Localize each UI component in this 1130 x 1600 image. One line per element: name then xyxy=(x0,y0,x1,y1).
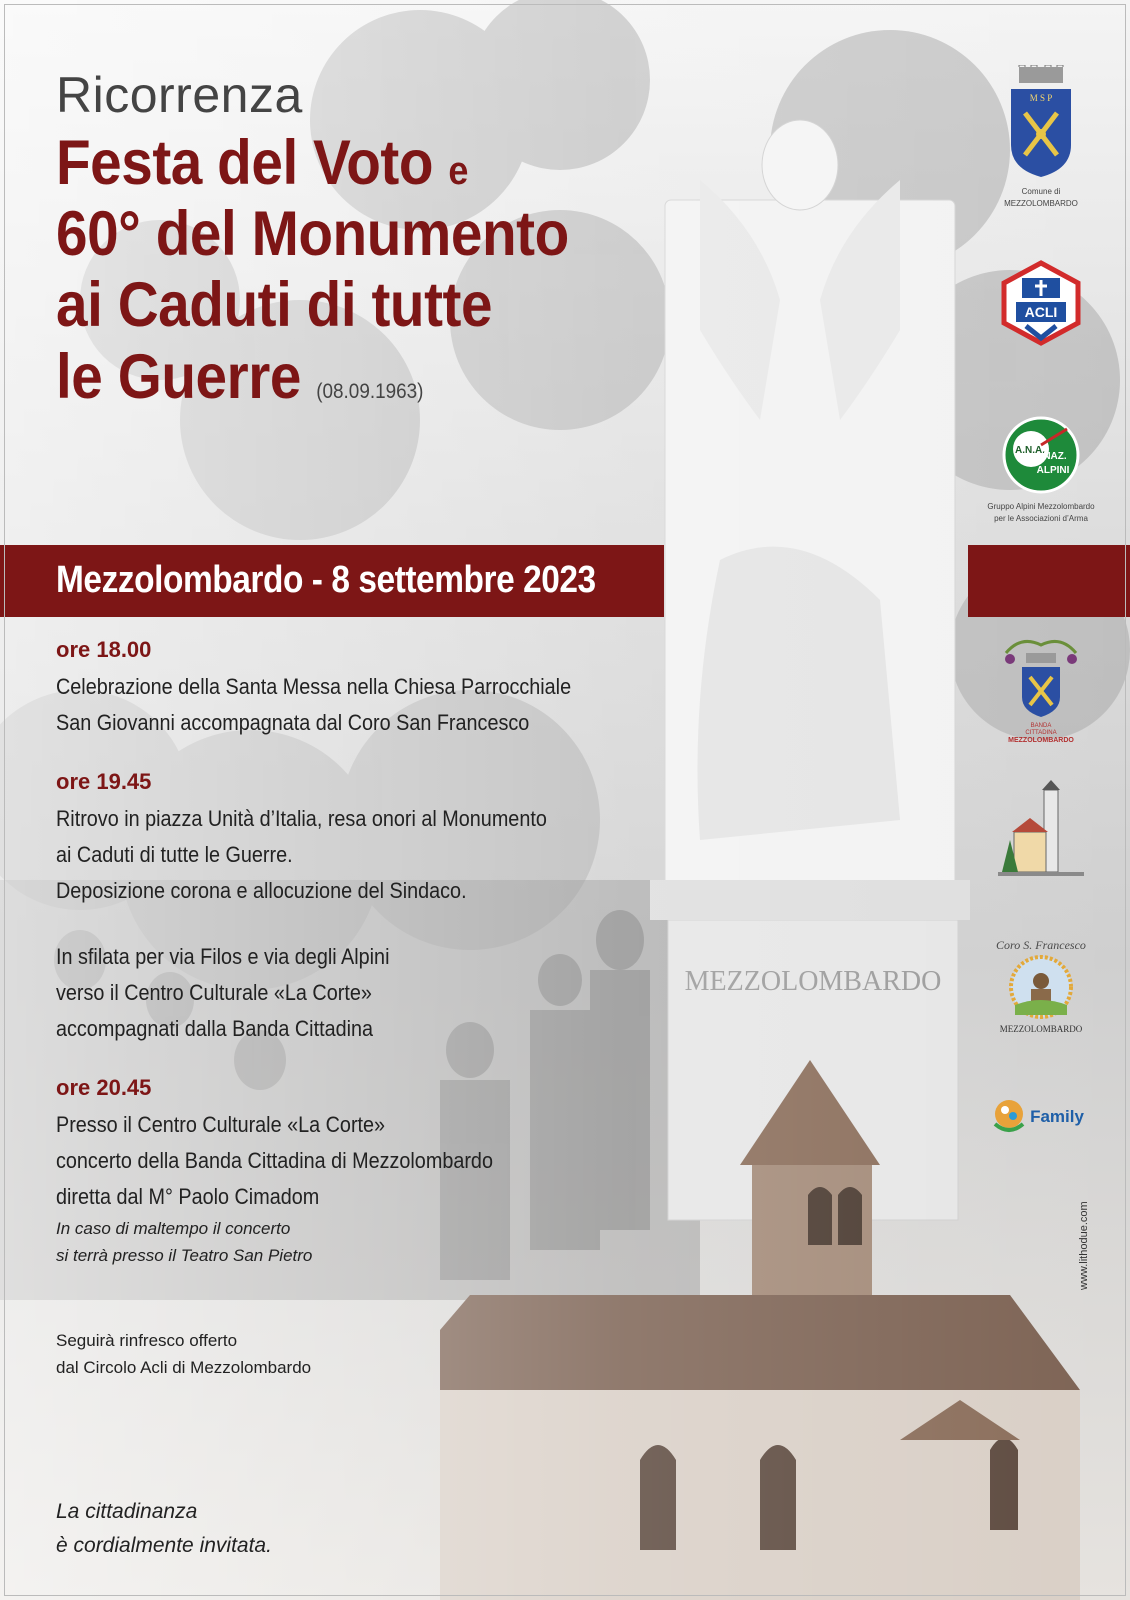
weather-note-line-1: In caso di maltempo il concerto xyxy=(56,1219,291,1238)
title-block xyxy=(56,67,736,413)
coro-text-1: Coro S. Francesco xyxy=(996,938,1086,952)
event-2-line-3: Deposizione corona e allocuzione del Sindaco. xyxy=(56,878,467,903)
banda-crest-icon xyxy=(996,635,1086,745)
invitation xyxy=(56,1495,272,1563)
headline-line-1: Festa del Voto xyxy=(56,128,434,198)
ana-caption-2: per le Associazioni d’Arma xyxy=(994,514,1088,523)
event-2-line-1: Ritrovo in piazza Unità d’Italia, resa onori al Monumento xyxy=(56,806,547,831)
comune-caption-1: Comune di xyxy=(1021,187,1061,196)
date-note: (08.09.1963) xyxy=(316,379,424,403)
kicker-text: Ricorrenza xyxy=(56,67,303,123)
refreshment-line-1: Seguirà rinfresco offerto xyxy=(56,1331,238,1350)
event-1-line-1: Celebrazione della Santa Messa nella Chiesa Parrocchiale xyxy=(56,674,572,699)
comune-letters: M S P xyxy=(1029,93,1053,103)
weather-note-line-2: si terrà presso il Teatro San Pietro xyxy=(56,1246,313,1265)
parade-line-3: accompagnati dalla Banda Cittadina xyxy=(56,1016,374,1041)
printer-credit: www.lithodue.com xyxy=(1078,1201,1090,1290)
invitation-line-2: è cordialmente invitata. xyxy=(56,1534,272,1557)
acli-hexagon-icon xyxy=(998,260,1084,346)
event-2-line-2: ai Caduti di tutte le Guerre. xyxy=(56,842,293,867)
coro-emblem-icon xyxy=(991,935,1091,1035)
acli-logo xyxy=(976,260,1106,351)
time-2: ore 19.45 xyxy=(56,769,152,794)
acli-text: ACLI xyxy=(1024,304,1058,320)
parade-line-1: In sfilata per via Filos e via degli Alpini xyxy=(56,944,390,969)
coro-logo xyxy=(976,935,1106,1040)
banda-text-3: MEZZOLOMBARDO xyxy=(1008,737,1074,744)
church-logo xyxy=(976,780,1106,885)
event-3-line-3: diretta dal M° Paolo Cimadom xyxy=(56,1184,320,1209)
program xyxy=(56,637,656,1381)
headline xyxy=(56,128,668,413)
parade-line-2: verso il Centro Culturale «La Corte» xyxy=(56,980,372,1005)
refreshment-line-2: dal Circolo Acli di Mezzolombardo xyxy=(56,1358,312,1377)
comune-crest-icon xyxy=(1001,65,1081,180)
ana-text-1: A.N.A. xyxy=(1015,445,1045,456)
ana-caption-1: Gruppo Alpini Mezzolombardo xyxy=(987,502,1095,511)
alpini-badge-icon xyxy=(1001,415,1081,495)
headline-line-2: 60° del Monumento xyxy=(56,199,569,270)
coro-text-2: MEZZOLOMBARDO xyxy=(999,1024,1083,1034)
banda-logo xyxy=(976,635,1106,750)
time-1: ore 18.00 xyxy=(56,637,152,662)
ana-text-3: ALPINI xyxy=(1036,465,1070,476)
banner-bar-right xyxy=(968,545,1130,617)
banda-text-2: CITTADINA xyxy=(1025,730,1057,736)
family-logo-icon xyxy=(991,1090,1091,1150)
banner-text: Mezzolombardo - 8 settembre 2023 xyxy=(56,559,596,601)
family-text: Family xyxy=(1030,1107,1084,1126)
family-logo xyxy=(976,1090,1106,1155)
headline-line-4: le Guerre xyxy=(56,341,301,412)
headline-line-1-suffix: e xyxy=(448,149,468,193)
headline-line-3: ai Caduti di tutte xyxy=(56,270,493,341)
date-banner xyxy=(0,545,1130,617)
comune-logo xyxy=(976,65,1106,209)
banda-text-1: BANDA xyxy=(1030,723,1052,729)
ana-logo xyxy=(976,415,1106,524)
ana-text-2: NAZ. xyxy=(1043,451,1067,462)
event-1-line-2: San Giovanni accompagnata dal Coro San Francesco xyxy=(56,710,530,735)
invitation-line-1: La cittadinanza xyxy=(56,1500,198,1523)
time-3: ore 20.45 xyxy=(56,1075,152,1100)
event-3-line-2: concerto della Banda Cittadina di Mezzolombardo xyxy=(56,1148,493,1173)
event-3-line-1: Presso il Centro Culturale «La Corte» xyxy=(56,1112,386,1137)
church-drawing-icon xyxy=(996,780,1086,880)
comune-caption-2: MEZZOLOMBARDO xyxy=(1004,199,1078,208)
